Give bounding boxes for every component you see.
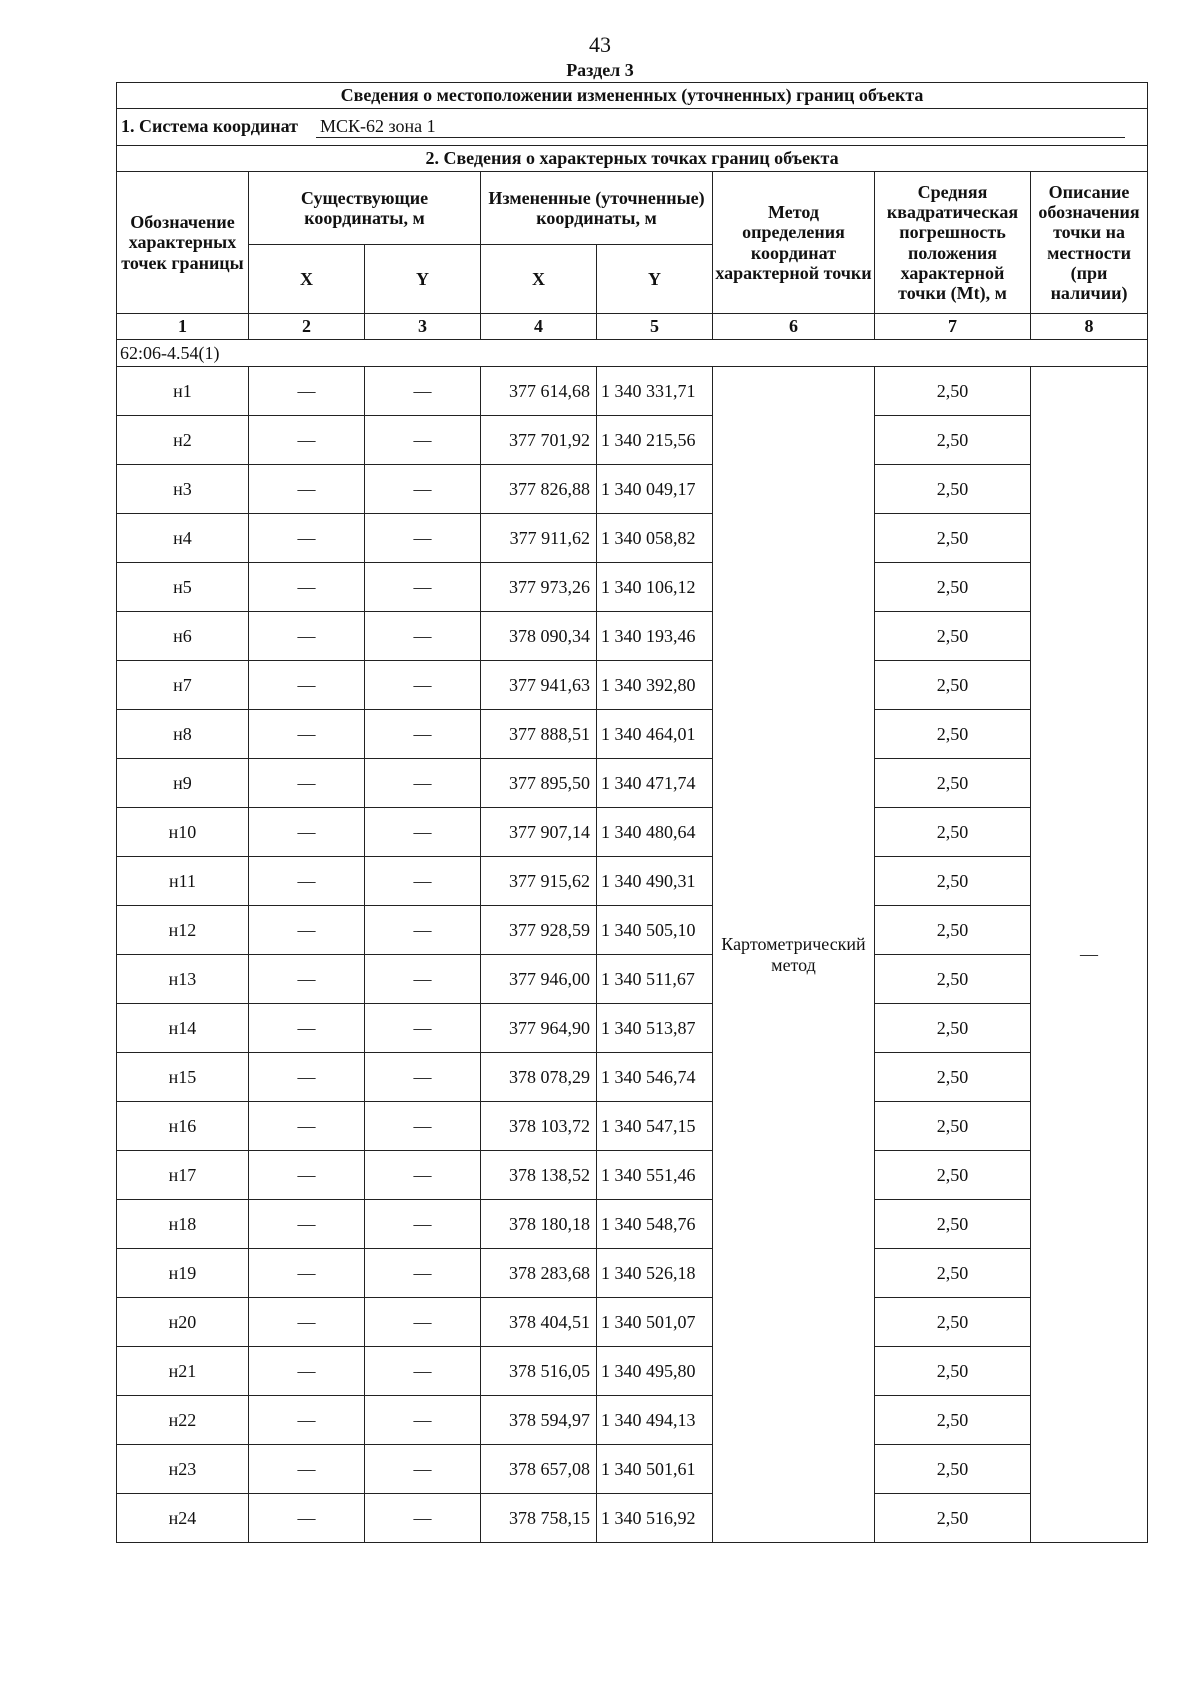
existing-y-value: —	[365, 710, 481, 759]
header-description: Описание обозначения точки на местности (при наличии)	[1031, 172, 1148, 314]
table-row	[117, 1053, 1148, 1102]
point-designation: н6	[117, 612, 249, 661]
changed-y-value: 1 340 547,15	[597, 1102, 713, 1151]
table-row	[117, 1151, 1148, 1200]
existing-x-value: —	[249, 1445, 365, 1494]
point-designation: н9	[117, 759, 249, 808]
existing-x-value: —	[249, 1102, 365, 1151]
coordinate-system-value: МСК-62 зона 1	[316, 116, 1125, 139]
existing-x-value: —	[249, 1347, 365, 1396]
existing-x-value: —	[249, 1053, 365, 1102]
table-row	[117, 563, 1148, 612]
changed-x-value: 377 973,26	[481, 563, 597, 612]
existing-y-value: —	[365, 612, 481, 661]
changed-x-value: 377 701,92	[481, 416, 597, 465]
error-value: 2,50	[875, 1445, 1031, 1494]
error-value: 2,50	[875, 906, 1031, 955]
changed-x-value: 378 090,34	[481, 612, 597, 661]
changed-x-value: 377 911,62	[481, 514, 597, 563]
existing-y-value: —	[365, 1200, 481, 1249]
table-row	[117, 710, 1148, 759]
point-designation: н22	[117, 1396, 249, 1445]
error-value: 2,50	[875, 514, 1031, 563]
error-value: 2,50	[875, 416, 1031, 465]
error-value: 2,50	[875, 808, 1031, 857]
header-existing-x: X	[249, 245, 365, 314]
point-designation: н12	[117, 906, 249, 955]
table-row	[117, 759, 1148, 808]
changed-y-value: 1 340 331,71	[597, 367, 713, 416]
error-value: 2,50	[875, 367, 1031, 416]
table-row	[117, 1494, 1148, 1543]
changed-y-value: 1 340 215,56	[597, 416, 713, 465]
column-number: 3	[365, 314, 481, 340]
error-value: 2,50	[875, 612, 1031, 661]
changed-y-value: 1 340 546,74	[597, 1053, 713, 1102]
column-number: 8	[1031, 314, 1148, 340]
changed-x-value: 378 138,52	[481, 1151, 597, 1200]
changed-x-value: 377 915,62	[481, 857, 597, 906]
changed-y-value: 1 340 392,80	[597, 661, 713, 710]
existing-y-value: —	[365, 1298, 481, 1347]
error-value: 2,50	[875, 1298, 1031, 1347]
coordinate-system-label: 1. Система координат	[121, 115, 298, 136]
existing-y-value: —	[365, 1053, 481, 1102]
table-row	[117, 955, 1148, 1004]
changed-y-value: 1 340 049,17	[597, 465, 713, 514]
existing-x-value: —	[249, 1004, 365, 1053]
column-number: 1	[117, 314, 249, 340]
point-designation: н10	[117, 808, 249, 857]
error-value: 2,50	[875, 563, 1031, 612]
table-row	[117, 857, 1148, 906]
header-changed-x: X	[481, 245, 597, 314]
section-title: Раздел 3	[566, 60, 634, 80]
point-designation: н3	[117, 465, 249, 514]
existing-x-value: —	[249, 906, 365, 955]
changed-x-value: 378 594,97	[481, 1396, 597, 1445]
existing-x-value: —	[249, 759, 365, 808]
existing-x-value: —	[249, 1396, 365, 1445]
existing-y-value: —	[365, 465, 481, 514]
table-row	[117, 661, 1148, 710]
existing-x-value: —	[249, 1249, 365, 1298]
column-number: 7	[875, 314, 1031, 340]
existing-x-value: —	[249, 612, 365, 661]
changed-y-value: 1 340 505,10	[597, 906, 713, 955]
error-value: 2,50	[875, 1494, 1031, 1543]
column-number: 4	[481, 314, 597, 340]
changed-y-value: 1 340 058,82	[597, 514, 713, 563]
header-designation: Обозначение характерных точек границы	[117, 172, 249, 314]
changed-y-value: 1 340 490,31	[597, 857, 713, 906]
column-number: 2	[249, 314, 365, 340]
existing-y-value: —	[365, 808, 481, 857]
changed-y-value: 1 340 464,01	[597, 710, 713, 759]
description-value: —	[1031, 367, 1148, 1543]
error-value: 2,50	[875, 1151, 1031, 1200]
point-designation: н13	[117, 955, 249, 1004]
changed-x-value: 378 078,29	[481, 1053, 597, 1102]
existing-y-value: —	[365, 1494, 481, 1543]
changed-y-value: 1 340 471,74	[597, 759, 713, 808]
table-row	[117, 1445, 1148, 1494]
point-designation: н20	[117, 1298, 249, 1347]
point-designation: н17	[117, 1151, 249, 1200]
existing-y-value: —	[365, 1249, 481, 1298]
column-number: 5	[597, 314, 713, 340]
error-value: 2,50	[875, 759, 1031, 808]
existing-y-value: —	[365, 857, 481, 906]
changed-x-value: 378 657,08	[481, 1445, 597, 1494]
existing-x-value: —	[249, 710, 365, 759]
point-designation: н5	[117, 563, 249, 612]
table-row	[117, 1004, 1148, 1053]
existing-y-value: —	[365, 1396, 481, 1445]
existing-y-value: —	[365, 1102, 481, 1151]
existing-x-value: —	[249, 1298, 365, 1347]
error-value: 2,50	[875, 1347, 1031, 1396]
changed-x-value: 378 758,15	[481, 1494, 597, 1543]
existing-x-value: —	[249, 465, 365, 514]
point-designation: н21	[117, 1347, 249, 1396]
changed-y-value: 1 340 494,13	[597, 1396, 713, 1445]
changed-y-value: 1 340 548,76	[597, 1200, 713, 1249]
error-value: 2,50	[875, 1053, 1031, 1102]
table-row	[117, 416, 1148, 465]
changed-x-value: 377 946,00	[481, 955, 597, 1004]
changed-y-value: 1 340 501,07	[597, 1298, 713, 1347]
table-title: Сведения о местоположении измененных (уточненных) границ объекта	[117, 83, 1148, 109]
header-existing-y: Y	[365, 245, 481, 314]
existing-x-value: —	[249, 367, 365, 416]
changed-y-value: 1 340 526,18	[597, 1249, 713, 1298]
error-value: 2,50	[875, 710, 1031, 759]
changed-x-value: 378 516,05	[481, 1347, 597, 1396]
error-value: 2,50	[875, 1200, 1031, 1249]
changed-x-value: 378 103,72	[481, 1102, 597, 1151]
existing-y-value: —	[365, 955, 481, 1004]
point-designation: н19	[117, 1249, 249, 1298]
changed-x-value: 378 283,68	[481, 1249, 597, 1298]
error-value: 2,50	[875, 1249, 1031, 1298]
changed-y-value: 1 340 495,80	[597, 1347, 713, 1396]
existing-y-value: —	[365, 1347, 481, 1396]
error-value: 2,50	[875, 1102, 1031, 1151]
table-row	[117, 1102, 1148, 1151]
changed-x-value: 377 888,51	[481, 710, 597, 759]
existing-x-value: —	[249, 1200, 365, 1249]
point-designation: н16	[117, 1102, 249, 1151]
point-designation: н2	[117, 416, 249, 465]
point-designation: н18	[117, 1200, 249, 1249]
changed-x-value: 377 964,90	[481, 1004, 597, 1053]
error-value: 2,50	[875, 661, 1031, 710]
existing-x-value: —	[249, 563, 365, 612]
existing-y-value: —	[365, 514, 481, 563]
table-row	[117, 1200, 1148, 1249]
changed-x-value: 378 404,51	[481, 1298, 597, 1347]
changed-y-value: 1 340 106,12	[597, 563, 713, 612]
table-row	[117, 1396, 1148, 1445]
changed-x-value: 377 907,14	[481, 808, 597, 857]
header-existing-coordinates: Существующие координаты, м	[249, 172, 481, 245]
point-designation: н15	[117, 1053, 249, 1102]
error-value: 2,50	[875, 1396, 1031, 1445]
table-row	[117, 808, 1148, 857]
header-changed-coordinates: Измененные (уточненные) координаты, м	[481, 172, 713, 245]
existing-x-value: —	[249, 857, 365, 906]
parcel-id: 62:06-4.54(1)	[117, 340, 1148, 367]
changed-x-value: 377 826,88	[481, 465, 597, 514]
changed-y-value: 1 340 193,46	[597, 612, 713, 661]
changed-y-value: 1 340 480,64	[597, 808, 713, 857]
changed-y-value: 1 340 501,61	[597, 1445, 713, 1494]
error-value: 2,50	[875, 955, 1031, 1004]
error-value: 2,50	[875, 465, 1031, 514]
existing-x-value: —	[249, 514, 365, 563]
method-value: Картометрический метод	[713, 367, 875, 1543]
existing-y-value: —	[365, 661, 481, 710]
point-designation: н1	[117, 367, 249, 416]
point-designation: н23	[117, 1445, 249, 1494]
existing-y-value: —	[365, 563, 481, 612]
existing-y-value: —	[365, 1004, 481, 1053]
changed-x-value: 377 928,59	[481, 906, 597, 955]
table-row	[117, 1249, 1148, 1298]
changed-y-value: 1 340 516,92	[597, 1494, 713, 1543]
changed-x-value: 378 180,18	[481, 1200, 597, 1249]
point-designation: н24	[117, 1494, 249, 1543]
table-row	[117, 906, 1148, 955]
column-number: 6	[713, 314, 875, 340]
changed-y-value: 1 340 511,67	[597, 955, 713, 1004]
existing-x-value: —	[249, 1494, 365, 1543]
existing-x-value: —	[249, 955, 365, 1004]
existing-x-value: —	[249, 661, 365, 710]
changed-x-value: 377 895,50	[481, 759, 597, 808]
header-error: Средняя квадратическая погрешность положения характерной точки (Mt), м	[875, 172, 1031, 314]
point-designation: н8	[117, 710, 249, 759]
changed-y-value: 1 340 513,87	[597, 1004, 713, 1053]
existing-y-value: —	[365, 906, 481, 955]
table-row	[117, 1347, 1148, 1396]
table-row	[117, 514, 1148, 563]
existing-y-value: —	[365, 1151, 481, 1200]
table-row	[117, 612, 1148, 661]
changed-y-value: 1 340 551,46	[597, 1151, 713, 1200]
existing-y-value: —	[365, 759, 481, 808]
points-title: 2. Сведения о характерных точках границ объекта	[117, 146, 1148, 172]
existing-x-value: —	[249, 808, 365, 857]
point-designation: н7	[117, 661, 249, 710]
page-number: 43	[589, 32, 611, 57]
header-changed-y: Y	[597, 245, 713, 314]
table-row	[117, 1298, 1148, 1347]
table-row	[117, 367, 1148, 416]
existing-y-value: —	[365, 1445, 481, 1494]
changed-x-value: 377 941,63	[481, 661, 597, 710]
existing-y-value: —	[365, 416, 481, 465]
boundary-points-table	[116, 82, 1148, 1543]
existing-x-value: —	[249, 416, 365, 465]
header-method: Метод определения координат характерной точки	[713, 172, 875, 314]
coordinate-system-row	[117, 109, 1148, 146]
existing-x-value: —	[249, 1151, 365, 1200]
existing-y-value: —	[365, 367, 481, 416]
table-row	[117, 465, 1148, 514]
error-value: 2,50	[875, 857, 1031, 906]
changed-x-value: 377 614,68	[481, 367, 597, 416]
error-value: 2,50	[875, 1004, 1031, 1053]
point-designation: н11	[117, 857, 249, 906]
point-designation: н4	[117, 514, 249, 563]
point-designation: н14	[117, 1004, 249, 1053]
